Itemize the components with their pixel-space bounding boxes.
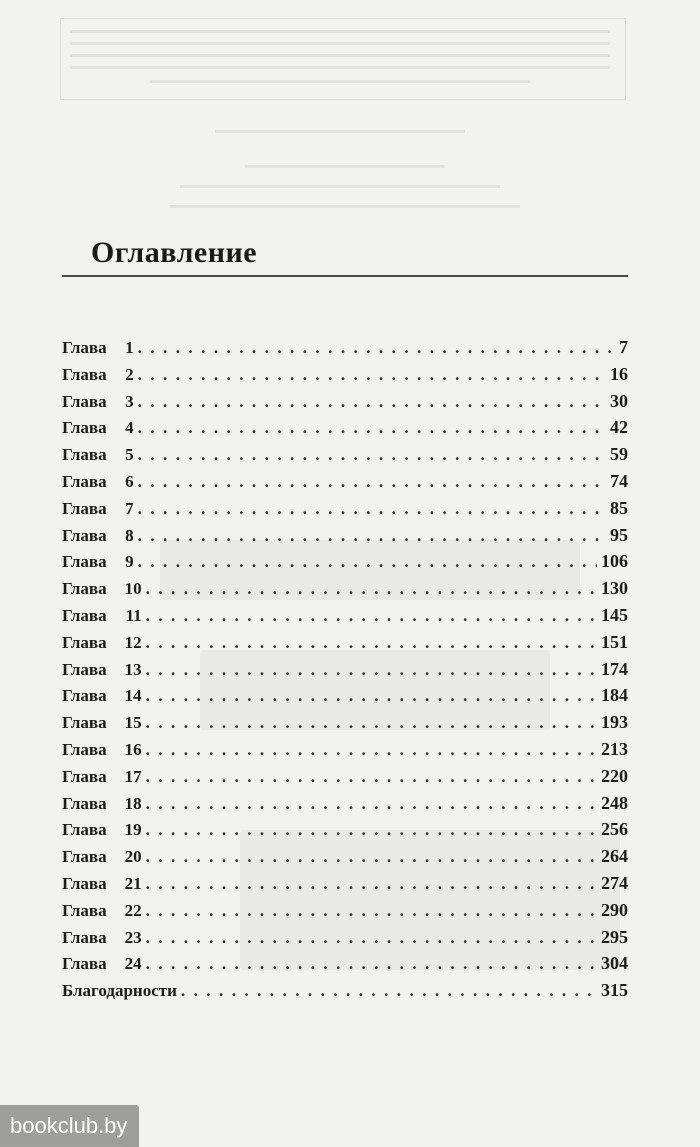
chapter-word: Глава <box>62 579 107 599</box>
page-number: 106 <box>601 551 628 572</box>
chapter-number: 17 <box>124 766 142 786</box>
chapter-number: 21 <box>124 873 142 893</box>
page-number: 30 <box>610 390 628 411</box>
chapter-number: 2 <box>125 364 134 384</box>
toc-entry-label <box>62 740 142 760</box>
toc-entry-label <box>62 418 134 438</box>
acknowledgements-label: Благодарности <box>62 981 177 1001</box>
show-through-line <box>245 165 445 168</box>
dot-leader <box>138 418 606 438</box>
dot-leader <box>138 338 615 358</box>
chapter-number: 22 <box>124 900 142 920</box>
page-number: 193 <box>601 712 628 733</box>
chapter-word: Глава <box>62 847 107 867</box>
chapter-word: Глава <box>62 338 107 357</box>
toc-entry-label <box>62 445 134 465</box>
toc-entry-label <box>62 606 142 626</box>
dot-leader <box>181 981 597 1001</box>
toc-entry <box>62 766 628 793</box>
toc-entry <box>62 739 628 766</box>
toc-entry <box>62 471 628 498</box>
chapter-word: Глава <box>62 391 107 411</box>
chapter-word: Глава <box>62 873 107 893</box>
toc-entry <box>62 846 628 873</box>
chapter-number: 12 <box>124 632 142 652</box>
chapter-word: Глава <box>62 445 107 465</box>
toc-entry-label <box>62 472 134 492</box>
page-number: 274 <box>601 872 628 893</box>
toc-entry <box>62 605 628 632</box>
chapter-number: 15 <box>124 713 142 733</box>
chapter-word: Глава <box>62 471 107 491</box>
dot-leader <box>146 713 597 733</box>
chapter-number: 7 <box>125 498 134 518</box>
toc-entry-label <box>62 954 142 974</box>
page-number: 59 <box>610 444 628 465</box>
chapter-word: Глава <box>62 418 107 438</box>
dot-leader <box>146 767 597 787</box>
toc-entry-label <box>62 928 142 948</box>
toc-entry-label <box>62 365 134 385</box>
chapter-number: 16 <box>124 739 142 759</box>
page-number: 42 <box>610 417 628 438</box>
chapter-number: 3 <box>125 391 134 411</box>
dot-leader <box>146 954 597 974</box>
toc-entry <box>62 337 628 364</box>
page-number: 145 <box>601 604 628 625</box>
toc-entry <box>62 364 628 391</box>
chapter-word: Глава <box>62 739 107 759</box>
toc-entry <box>62 873 628 900</box>
chapter-word: Глава <box>62 686 107 706</box>
chapter-number: 24 <box>124 954 142 974</box>
dot-leader <box>146 901 597 921</box>
dot-leader <box>146 928 597 948</box>
toc-entry-label <box>62 874 142 894</box>
toc-entry-label <box>62 338 134 358</box>
toc-entry <box>62 927 628 954</box>
page-number: 220 <box>601 765 628 786</box>
dot-leader <box>146 794 597 814</box>
chapter-number: 6 <box>125 471 134 491</box>
page-number: 184 <box>601 685 628 706</box>
dot-leader <box>146 686 597 706</box>
toc-entry-label <box>62 820 142 840</box>
title-underline <box>62 275 628 277</box>
chapter-number: 11 <box>125 605 142 625</box>
chapter-word: Глава <box>62 552 107 572</box>
show-through-line <box>180 185 500 188</box>
show-through-line <box>70 42 610 45</box>
page-number: 16 <box>610 363 628 384</box>
page-number: 130 <box>601 578 628 599</box>
chapter-word: Глава <box>62 766 107 786</box>
toc-entry <box>62 659 628 686</box>
chapter-word: Глава <box>62 364 107 384</box>
toc-entry <box>62 391 628 418</box>
toc-entry <box>62 525 628 552</box>
dot-leader <box>138 392 606 412</box>
dot-leader <box>146 633 597 653</box>
toc-entry <box>62 417 628 444</box>
chapter-word: Глава <box>62 713 107 733</box>
toc-entry-label <box>62 552 134 572</box>
page-number: 295 <box>601 926 628 947</box>
page-number: 248 <box>601 792 628 813</box>
toc-entry-label <box>62 794 142 814</box>
chapter-number: 14 <box>124 686 142 706</box>
show-through-line <box>70 30 610 33</box>
toc-entry-label <box>62 499 134 519</box>
dot-leader <box>138 499 606 519</box>
chapter-number: 23 <box>124 927 142 947</box>
chapter-word: Глава <box>62 927 107 947</box>
chapter-number: 19 <box>124 820 142 840</box>
chapter-word: Глава <box>62 820 107 840</box>
chapter-number: 1 <box>125 338 134 357</box>
toc-entry <box>62 900 628 927</box>
page-title: Оглавление <box>91 236 258 269</box>
chapter-number: 13 <box>124 659 142 679</box>
toc-entry-label <box>62 579 142 599</box>
chapter-word: Глава <box>62 632 107 652</box>
dot-leader <box>146 740 597 760</box>
table-of-contents <box>62 337 628 1007</box>
page-number: 304 <box>601 953 628 974</box>
show-through-line <box>215 130 465 133</box>
dot-leader <box>146 660 597 680</box>
dot-leader <box>138 365 606 385</box>
toc-entry <box>62 498 628 525</box>
toc-entry <box>62 632 628 659</box>
show-through-line <box>150 80 530 83</box>
toc-entry <box>62 953 628 980</box>
dot-leader <box>138 526 606 546</box>
page-number: 151 <box>601 631 628 652</box>
chapter-word: Глава <box>62 659 107 679</box>
toc-entry <box>62 712 628 739</box>
toc-entry-label <box>62 392 134 412</box>
show-through-line <box>70 66 610 69</box>
toc-entry <box>62 578 628 605</box>
chapter-number: 18 <box>124 793 142 813</box>
toc-entry-label <box>62 901 142 921</box>
toc-entry <box>62 551 628 578</box>
page-number: 95 <box>610 524 628 545</box>
show-through-line <box>70 54 610 57</box>
toc-entry-label <box>62 660 142 680</box>
page-number: 315 <box>601 980 628 1001</box>
dot-leader <box>138 552 597 572</box>
toc-entry <box>62 444 628 471</box>
chapter-word: Глава <box>62 900 107 920</box>
toc-entry-label <box>62 767 142 787</box>
toc-entry-acknowledgements <box>62 980 628 1007</box>
toc-entry <box>62 793 628 820</box>
dot-leader <box>138 445 606 465</box>
page-number: 256 <box>601 819 628 840</box>
watermark: bookclub.by <box>0 1105 139 1147</box>
dot-leader <box>146 847 597 867</box>
dot-leader <box>146 579 597 599</box>
chapter-number: 20 <box>124 847 142 867</box>
toc-entry <box>62 819 628 846</box>
page-number: 74 <box>610 470 628 491</box>
toc-entry-label <box>62 526 134 546</box>
toc-entry <box>62 685 628 712</box>
toc-entry-label <box>62 713 142 733</box>
chapter-number: 9 <box>125 552 134 572</box>
page-number: 7 <box>619 337 628 357</box>
page-number: 174 <box>601 658 628 679</box>
page-number: 290 <box>601 899 628 920</box>
toc-entry-label <box>62 847 142 867</box>
chapter-number: 5 <box>125 445 134 465</box>
chapter-word: Глава <box>62 525 107 545</box>
dot-leader <box>146 820 597 840</box>
dot-leader <box>146 874 597 894</box>
chapter-number: 10 <box>124 579 142 599</box>
toc-entry-label <box>62 633 142 653</box>
toc-entry-label <box>62 686 142 706</box>
chapter-word: Глава <box>62 498 107 518</box>
dot-leader <box>146 606 597 626</box>
chapter-word: Глава <box>62 954 107 974</box>
chapter-number: 8 <box>125 525 134 545</box>
page-number: 264 <box>601 846 628 867</box>
chapter-word: Глава <box>62 793 107 813</box>
page-number: 213 <box>601 738 628 759</box>
show-through-line <box>170 205 520 208</box>
chapter-word: Глава <box>62 605 107 625</box>
chapter-number: 4 <box>125 418 134 438</box>
page-number: 85 <box>610 497 628 518</box>
dot-leader <box>138 472 606 492</box>
